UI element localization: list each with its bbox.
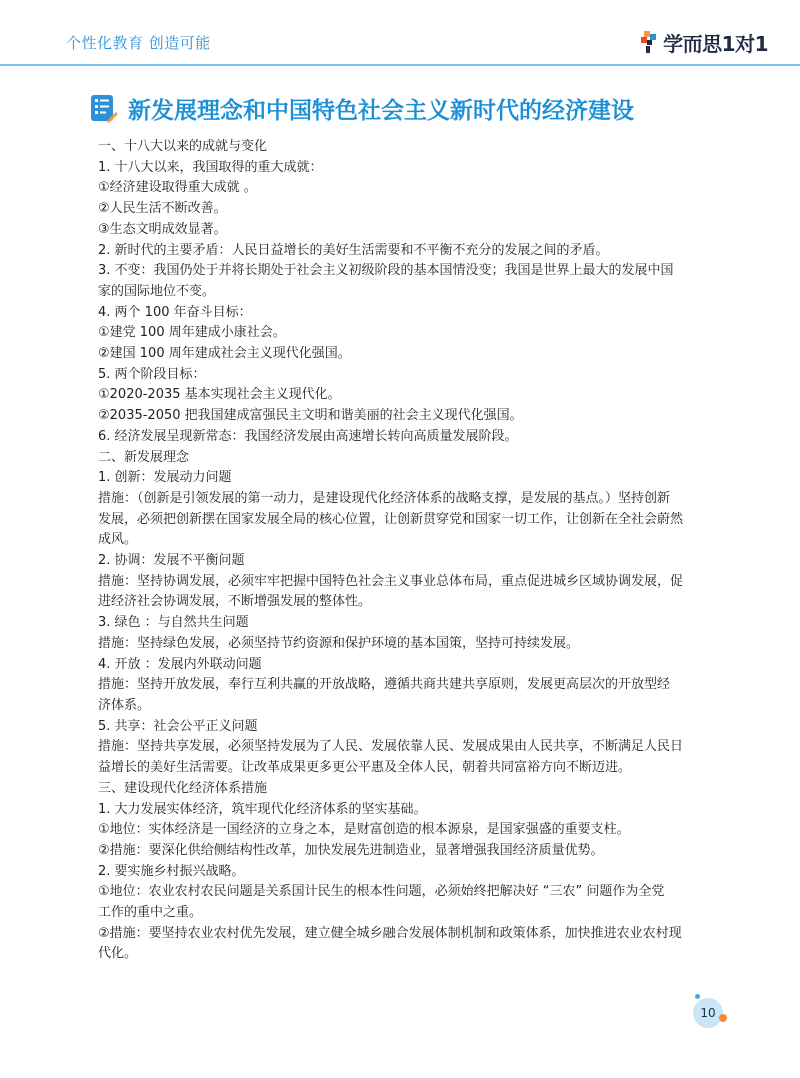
text-line: 1. 大力发展实体经济，筑牢现代化经济体系的坚实基础。 [98, 801, 427, 817]
brand-logo-icon [641, 31, 657, 53]
document-list-icon [88, 93, 118, 123]
badge-dot-blue [695, 994, 700, 999]
text-line: ②措施：要坚持农业农村优先发展，建立健全城乡融合发展体制机制和政策体系，加快推进农业农村现 [98, 925, 682, 941]
text-line: 成风。 [98, 532, 138, 548]
text-line: 益增长的美好生活需要。让改革成果更多更公平惠及全体人民，朝着共同富裕方向不断迈进。 [98, 760, 632, 776]
text-line: ①建党 100 周年建成小康社会。 [98, 325, 286, 341]
badge-dot-orange [719, 1014, 727, 1022]
document-body [98, 137, 720, 965]
text-line: 措施：坚持共享发展，必须坚持发展为了人民、发展依靠人民、发展成果由人民共享，不断满足人民日 [98, 739, 684, 755]
text-line: ②建国 100 周年建成社会主义现代化强国。 [98, 346, 351, 362]
text-line: 2. 新时代的主要矛盾：人民日益增长的美好生活需要和不平衡不充分的发展之间的矛盾。 [98, 242, 609, 258]
text-line: 4. 开放 ：发展内外联动问题 [98, 656, 262, 672]
text-line: 代化。 [98, 946, 138, 962]
header-divider [0, 64, 800, 66]
text-line: 3. 绿色 ：与自然共生问题 [98, 615, 249, 631]
text-line: 进经济社会协调发展，不断增强发展的整体性。 [98, 594, 372, 610]
text-line: ②2035-2050 把我国建成富强民主文明和谐美丽的社会主义现代化强国。 [98, 408, 523, 424]
brand-logo-group [641, 28, 768, 56]
text-line: 措施：坚持开放发展，奉行互利共赢的开放战略，遵循共商共建共享原则，发展更高层次的开放型经 [98, 677, 671, 693]
text-line: 2. 协调：发展不平衡问题 [98, 553, 245, 569]
text-line: 5. 共享：社会公平正义问题 [98, 718, 258, 734]
text-line: ②措施：要深化供给侧结构性改革，加快发展先进制造业，显著增强我国经济质量优势。 [98, 842, 604, 858]
text-line: 措施：坚持绿色发展，必须坚持节约资源和保护环境的基本国策，坚持可持续发展。 [98, 635, 580, 651]
text-line: ①2020-2035 基本实现社会主义现代化。 [98, 387, 341, 403]
text-line: 济体系。 [98, 697, 151, 713]
title-row [88, 90, 768, 126]
text-line: 措施：（创新是引领发展的第一动力，是建设现代化经济体系的战略支撑，是发展的基点。）坚持创新 [98, 490, 671, 506]
text-line: 一、十八大以来的成就与变化 [98, 139, 268, 154]
text-line: ①地位：农业农村农民问题是关系国计民生的根本性问题，必须始终把解决好 “三农” 问题作为全党 [98, 884, 665, 900]
text-line: ②人民生活不断改善。 [98, 201, 227, 217]
header-slogan: 个性化教育 创造可能 [66, 34, 211, 52]
text-line: 发展，必须把创新摆在国家发展全局的核心位置，让创新贯穿党和国家一切工作，让创新在全社会蔚然 [98, 511, 684, 527]
text-line: 5. 两个阶段目标： [98, 366, 206, 382]
text-line: 措施：坚持协调发展，必须牢牢把握中国特色社会主义事业总体布局，重点促进城乡区域协调发展，促 [98, 573, 684, 589]
text-line: ①经济建设取得重大成就 。 [98, 180, 257, 196]
text-line: 家的国际地位不变。 [98, 283, 216, 299]
text-line: ③生态文明成效显著。 [98, 221, 227, 237]
text-line: 二、新发展理念 [98, 449, 190, 465]
text-line: 三、建设现代化经济体系措施 [98, 780, 268, 796]
text-line: 工作的重中之重。 [98, 905, 203, 921]
brand-name: 学而思1对1 [663, 31, 768, 56]
text-line: 1. 十八大以来，我国取得的重大成就： [98, 159, 323, 175]
text-line: 6. 经济发展呈现新常态：我国经济发展由高速增长转向高质量发展阶段。 [98, 428, 518, 444]
page-number: 10 [693, 998, 723, 1028]
page-header [0, 0, 800, 62]
text-line: ①地位：实体经济是一国经济的立身之本，是财富创造的根本源泉，是国家强盛的重要支柱。 [98, 822, 630, 838]
text-line: 4. 两个 100 年奋斗目标： [98, 304, 252, 320]
text-line: 2. 要实施乡村振兴战略。 [98, 863, 245, 879]
text-line: 1. 创新：发展动力问题 [98, 470, 232, 486]
page-number-badge [693, 998, 727, 1032]
page-title: 新发展理念和中国特色社会主义新时代的经济建设 [128, 97, 634, 124]
text-line: 3. 不变：我国仍处于并将长期处于社会主义初级阶段的基本国情没变；我国是世界上最大的发展中国 [98, 263, 674, 279]
